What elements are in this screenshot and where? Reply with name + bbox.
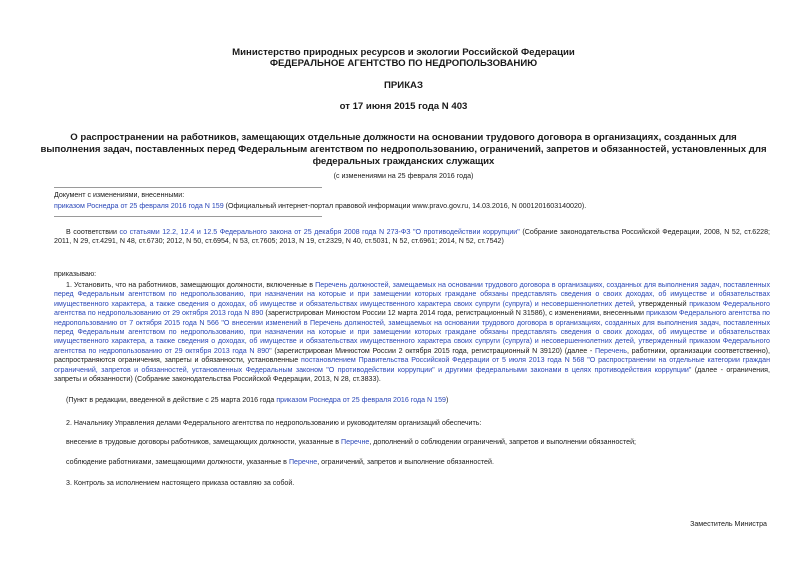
- order-890-link[interactable]: приказом Федерального агентства по недропользованию от 29 октября 2013 года N 890: [54, 299, 770, 318]
- document-title: О распространении на работников, замещающих отдельные должности на основании трудового договора в организациях, созданных для выполнения задач, поставленных перед Федеральным агентством по недропользованию, ограничений, запретов и обязанностей, установленных для федеральных гражданских служащих: [40, 132, 767, 167]
- p1-note-order-link[interactable]: приказом Роснедра от 25 февраля 2016 года N 159: [276, 396, 446, 404]
- p2a-text-1: внесение в трудовые договоры работников, замещающих должности, указанные в: [66, 438, 342, 446]
- signature: Заместитель Министра: [690, 520, 767, 528]
- resolution-568-link[interactable]: постановлением Правительства Российской Федерации от 5 июля 2013 года N 568 "О распространении на отдельные категории граждан ограничений, запретов и обязанностей, установленных Федеральным законом "О противодействии коррупции" и другими федеральными законами в целях противодействия коррупции": [54, 356, 770, 374]
- p1-text-3: (зарегистрирован Минюстом России 12 марта 2014 года, регистрационный N 31586), с изменениями, внесенными: [263, 309, 647, 318]
- doc-date-number: от 17 июня 2015 года N 403: [339, 101, 468, 112]
- p2b-text-1: соблюдение работниками, замещающими должности, указанные в: [66, 458, 289, 466]
- p2b-text-2: , ограничений, запретов и выполнение обязанностей.: [317, 458, 494, 466]
- p2a-text-2: , дополнений о соблюдении ограничений, запретов и выполнении обязанностей;: [369, 438, 637, 446]
- changes-line: [54, 202, 586, 212]
- changes-heading: Документ с изменениями, внесенными:: [54, 191, 185, 199]
- p2b-list-link[interactable]: Перечне: [288, 458, 318, 466]
- preamble-paragraph: [54, 228, 770, 247]
- paragraph-1-note: [66, 396, 448, 406]
- changes-order-link[interactable]: приказом Роснедра от 25 февраля 2016 года N 159: [54, 202, 224, 210]
- law-273-link[interactable]: со статьями 12.2, 12.4 и 12.5 Федерального закона от 25 декабря 2008 года N 273-ФЗ "О противодействии коррупции": [119, 228, 520, 236]
- p1-text-6: (далее - ограничения, запреты и обязанности) (Собрание законодательства Российской Федерации, 2013, N 28, ст.3833).: [54, 365, 770, 384]
- paragraph-2: 2. Начальнику Управления делами Федерального агентства по недропользованию и руководителям организаций обеспечить:: [66, 419, 482, 427]
- preamble-text-1: В соответствии: [66, 228, 120, 236]
- p1-text-4: (зарегистрирован Минюстом России 2 октября 2015 года, регистрационный N 39120) (далее -: [271, 346, 595, 355]
- revision-note: (с изменениями на 25 февраля 2016 года): [333, 172, 474, 180]
- preamble-text-2: (Собрание законодательства Российской Федерации, 2008, N 52, ст.6228; 2011, N 29, ст.4291, N 48, ст.6730; 2012, N 50, ст.6954, N 53, ст.7605; 2013, N 19, ст.2329, N 40, ст.5031, N 52, ст.6961; 2014, N 52, ст.7542): [54, 228, 770, 246]
- paragraph-1: [54, 281, 770, 384]
- ministry-name: Министерство природных ресурсов и экологии Российской Федерации: [232, 47, 575, 58]
- paragraph-3: 3. Контроль за исполнением настоящего приказа оставляю за собой.: [66, 479, 295, 487]
- p1-text-2: , утвержденный: [633, 299, 690, 308]
- p1-note-text-2: ): [446, 396, 449, 404]
- p1-text-1: 1. Установить, что на работников, замещающих должности, включенные в: [66, 281, 316, 289]
- list-short-link[interactable]: Перечень: [594, 346, 627, 355]
- p2a-list-link[interactable]: Перечне: [341, 438, 370, 446]
- positions-list-link[interactable]: Перечень должностей, замещаемых на основании трудового договора в организациях, созданных для выполнения задач, поставленных перед Федеральным агентством по недропользованию, при назначении на которые и при замещении которых граждане обязаны представлять сведения о своих доходах, об имуществе и обязательствах имущественного характера, а также сведения о доходах, об имуществе и обязательствах имущественного характера своих супруги (супруга) и несовершеннолетних детей: [54, 281, 770, 308]
- paragraph-2a: [66, 438, 636, 448]
- agency-name: ФЕДЕРАЛЬНОЕ АГЕНТСТВО ПО НЕДРОПОЛЬЗОВАНИЮ: [269, 58, 538, 69]
- divider-top: [54, 187, 322, 188]
- order-word: приказываю:: [54, 270, 97, 278]
- p1-text-5: , работники, организации соответственно), распространяются ограничения, запреты и обязанности, установленные: [54, 346, 770, 365]
- divider-bottom: [54, 216, 322, 217]
- doc-type: ПРИКАЗ: [384, 80, 423, 91]
- p1-note-text-1: (Пункт в редакции, введенной в действие с 25 марта 2016 года: [66, 396, 277, 404]
- order-566-link[interactable]: приказом Федерального агентства по недропользованию от 7 октября 2015 года N 566 "О внесении изменений в Перечень должностей, замещаемых на основании трудового договора в организациях, созданных для выполнения задач, поставленных перед Федеральным агентством по недропользованию, при назначении на которые и при замещении которых граждане обязаны представлять сведения о своих доходах, об имуществе и обязательствах имущественного характера, а также сведения о доходах, об имуществе и обязательствах имущественного характера своих супруги (супруга) и несовершеннолетних детей, утвержденный приказом Федерального агентства по недропользованию от 29 октября 2013 года N 890": [54, 309, 771, 355]
- changes-source: (Официальный интернет-портал правовой информации www.pravo.gov.ru, 14.03.2016, N 0001201603140020).: [223, 202, 587, 210]
- paragraph-2b: [66, 458, 494, 468]
